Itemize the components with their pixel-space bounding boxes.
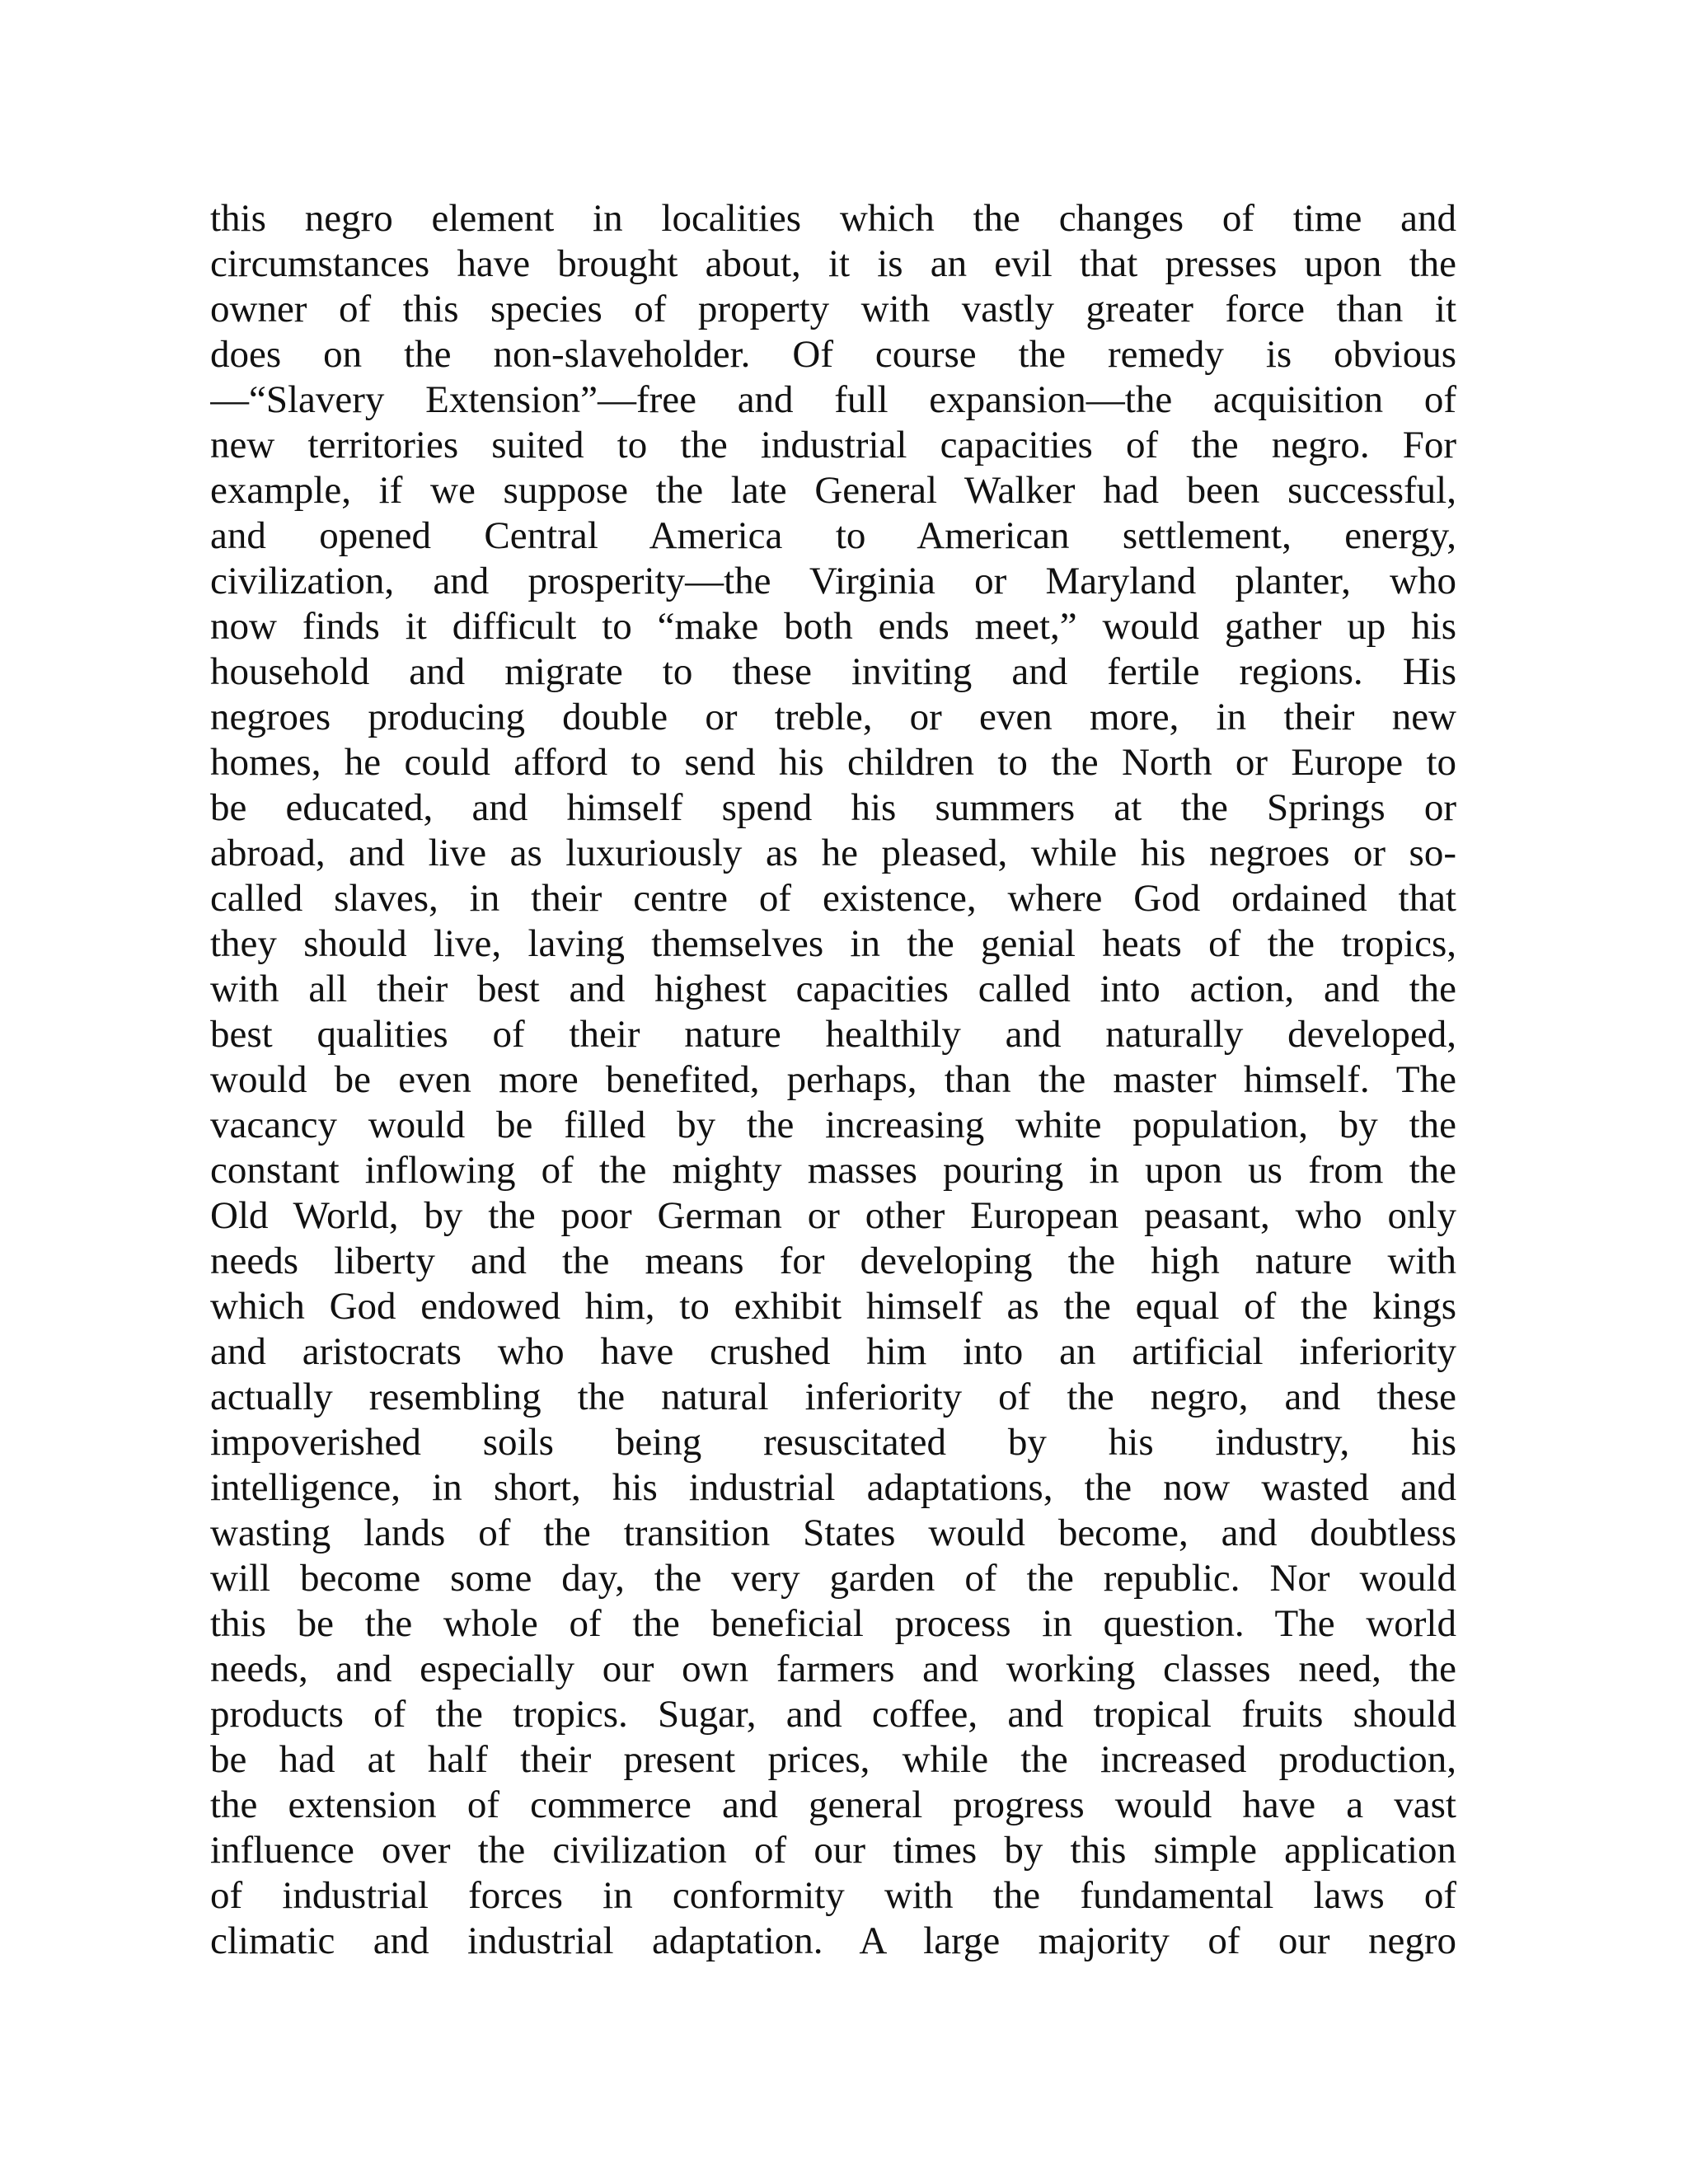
text-line: and aristocrats who have crushed him into an artificial inferiority <box>210 1330 1456 1373</box>
text-line: be had at half their present prices, while the increased production, <box>210 1738 1456 1781</box>
text-line: household and migrate to these inviting and fertile regions. His <box>210 650 1456 693</box>
text-line: will become some day, the very garden of the republic. Nor would <box>210 1557 1456 1600</box>
text-line: with all their best and highest capacities called into action, and the <box>210 968 1456 1010</box>
text-line: which God endowed him, to exhibit himself as the equal of the kings <box>210 1285 1456 1328</box>
text-line: this be the whole of the beneficial process in question. The world <box>210 1602 1456 1645</box>
text-line: impoverished soils being resuscitated by his industry, his <box>210 1421 1456 1464</box>
text-line: actually resembling the natural inferiority of the negro, and these <box>210 1376 1456 1418</box>
text-line: this negro element in localities which the changes of time and <box>210 197 1456 240</box>
text-line: owner of this species of property with vastly greater force than it <box>210 288 1456 330</box>
text-line: abroad, and live as luxuriously as he pleased, while his negroes or so- <box>210 832 1456 874</box>
text-line: example, if we suppose the late General Walker had been successful, <box>210 469 1456 512</box>
text-line: would be even more benefited, perhaps, than the master himself. The <box>210 1058 1456 1101</box>
text-line: intelligence, in short, his industrial adaptations, the now wasted and <box>210 1466 1456 1509</box>
text-line: does on the non-slaveholder. Of course the remedy is obvious <box>210 333 1456 376</box>
text-line: new territories suited to the industrial capacities of the negro. For <box>210 424 1456 466</box>
text-line: civilization, and prosperity—the Virginia or Maryland planter, who <box>210 560 1456 602</box>
text-line: wasting lands of the transition States would become, and doubtless <box>210 1511 1456 1554</box>
text-line: needs, and especially our own farmers and working classes need, the <box>210 1647 1456 1690</box>
text-line: vacancy would be filled by the increasing white population, by the <box>210 1104 1456 1146</box>
text-line: needs liberty and the means for developing the high nature with <box>210 1240 1456 1282</box>
text-line: products of the tropics. Sugar, and coffee, and tropical fruits should <box>210 1693 1456 1736</box>
text-line: climatic and industrial adaptation. A large majority of our negro <box>210 1919 1456 1962</box>
text-line: of industrial forces in conformity with the fundamental laws of <box>210 1874 1456 1917</box>
text-line: negroes producing double or treble, or even more, in their new <box>210 696 1456 738</box>
text-line: now finds it difficult to “make both ends meet,” would gather up his <box>210 605 1456 648</box>
text-line: influence over the civilization of our times by this simple application <box>210 1829 1456 1872</box>
text-line: homes, he could afford to send his children to the North or Europe to <box>210 741 1456 784</box>
text-line: be educated, and himself spend his summers at the Springs or <box>210 786 1456 829</box>
text-line: best qualities of their nature healthily and naturally developed, <box>210 1013 1456 1056</box>
text-line: —“Slavery Extension”—free and full expansion—the acquisition of <box>210 378 1456 421</box>
body-text <box>210 196 1456 1964</box>
text-line: Old World, by the poor German or other European peasant, who only <box>210 1194 1456 1237</box>
text-line: they should live, laving themselves in the genial heats of the tropics, <box>210 922 1456 965</box>
text-line: circumstances have brought about, it is an evil that presses upon the <box>210 242 1456 285</box>
text-line: the extension of commerce and general progress would have a vast <box>210 1783 1456 1826</box>
text-line: and opened Central America to American settlement, energy, <box>210 514 1456 557</box>
text-line: called slaves, in their centre of existence, where God ordained that <box>210 877 1456 920</box>
text-line: constant inflowing of the mighty masses pouring in upon us from the <box>210 1149 1456 1192</box>
